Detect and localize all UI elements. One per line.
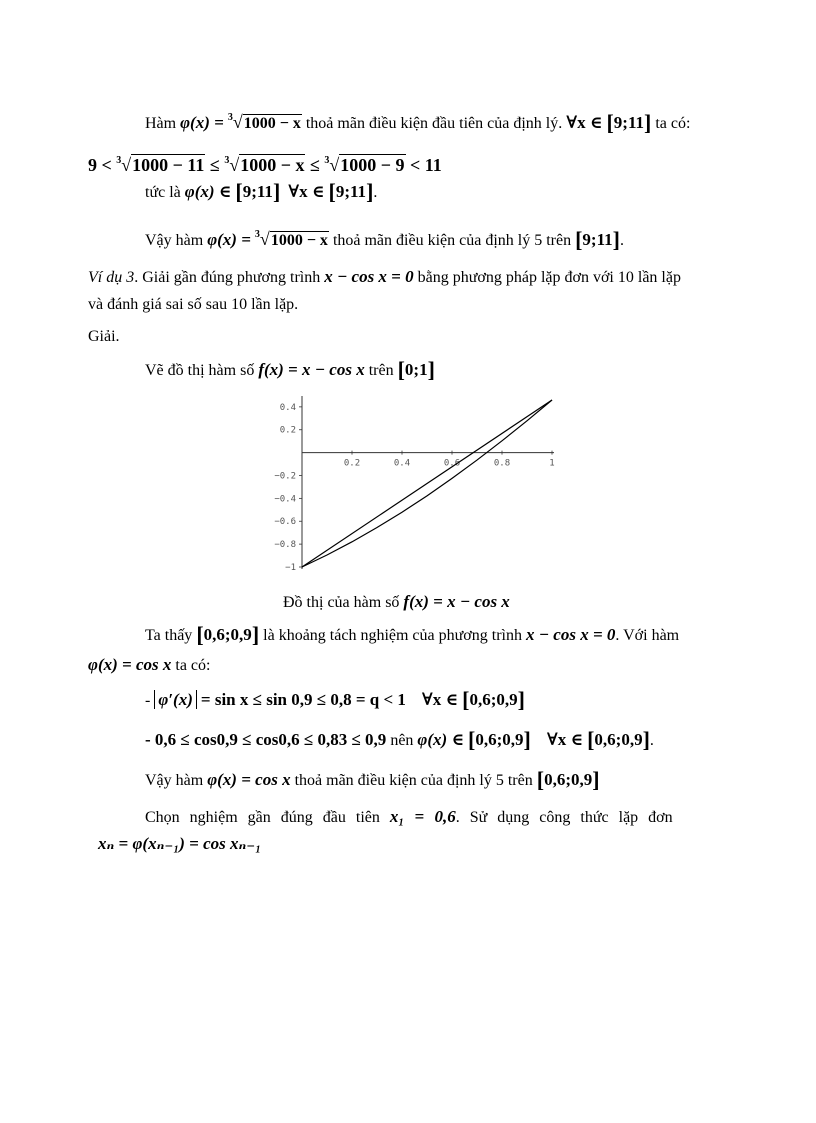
x-tick-label: 0.6 — [443, 458, 461, 469]
function-graph — [270, 384, 570, 580]
line-3: tức là φ(x) ∈ [9;11] ∀x ∈ [9;11]. — [145, 179, 378, 204]
y-tick-label: 0.2 — [279, 425, 296, 436]
line-11-derivative: - φ′(x) = sin x ≤ sin 0,9 ≤ 0,8 = q < 1 ∀x ∈ [0,6;0,9] — [145, 687, 525, 712]
line-12: - 0,6 ≤ cos0,9 ≤ cos0,6 ≤ 0,83 ≤ 0,9 nên φ(x) ∈ [0,6;0,9] ∀x ∈ [0,6;0,9]. — [145, 727, 654, 752]
line-9: Ta thấy [0,6;0,9] là khoảng tách nghiệm của phương trình x − cos x = 0. Với hàm — [145, 622, 680, 647]
phi-formula: φ(x) = — [180, 113, 224, 132]
x-tick-label: 0.2 — [343, 458, 361, 469]
y-tick-label: 0.4 — [279, 402, 296, 413]
line-10: φ(x) = cos x ta có: — [88, 655, 211, 674]
y-tick-label: −0.6 — [274, 517, 296, 528]
line-5-example: Ví dụ 3. Giải gần đúng phương trình x − cos x = 0 bằng phương pháp lặp đơn với 10 lần lặp — [88, 267, 681, 286]
graph-caption: Đồ thị của hàm số f(x) = x − cos x — [283, 592, 510, 611]
line-2-inequality: 9 < $^3$√1000 − 11 ≤ $^3$√1000 − x ≤ $^3$√1000 − 9 < 11 — [88, 155, 442, 175]
iteration-formula: xₙ = φ(xₙ₋₁) = cos xₙ₋₁ — [98, 834, 262, 853]
cube-root: $^3$√1000 − x — [227, 112, 301, 132]
y-tick-label: −0.8 — [274, 540, 296, 551]
solution-label: Giải. — [88, 328, 120, 345]
y-tick-label: −1 — [285, 563, 296, 573]
line-1: Hàm φ(x) = $^3$√1000 − x thoả mãn điều kiện đầu tiên của định lý. ∀x ∈ [9;11] ta có: — [145, 106, 690, 136]
line-13: Vậy hàm φ(x) = cos x thoả mãn điều kiện của định lý 5 trên [0,6;0,9] — [145, 767, 600, 792]
x-tick-label: 0.4 — [393, 458, 411, 469]
x-tick-label: 0.8 — [493, 458, 511, 469]
y-tick-label: −0.2 — [274, 471, 296, 482]
example-label: Ví dụ 3 — [88, 269, 135, 286]
series-line — [302, 400, 555, 567]
line-4: Vậy hàm φ(x) = $^3$√1000 − x thoả mãn điều kiện của định lý 5 trên [9;11]. — [145, 227, 624, 252]
line-14: Chọn nghiệm gần đúng đầu tiên x₁ = 0,6. Sử dụng công thức lặp đơn — [145, 807, 673, 826]
x-tick-label: 1 — [549, 458, 555, 469]
line-6: và đánh giá sai số sau 10 lần lặp. — [88, 296, 299, 313]
line-8: Vẽ đồ thị hàm số f(x) = x − cos x trên [0;1] — [145, 357, 435, 382]
y-tick-label: −0.4 — [274, 494, 296, 505]
